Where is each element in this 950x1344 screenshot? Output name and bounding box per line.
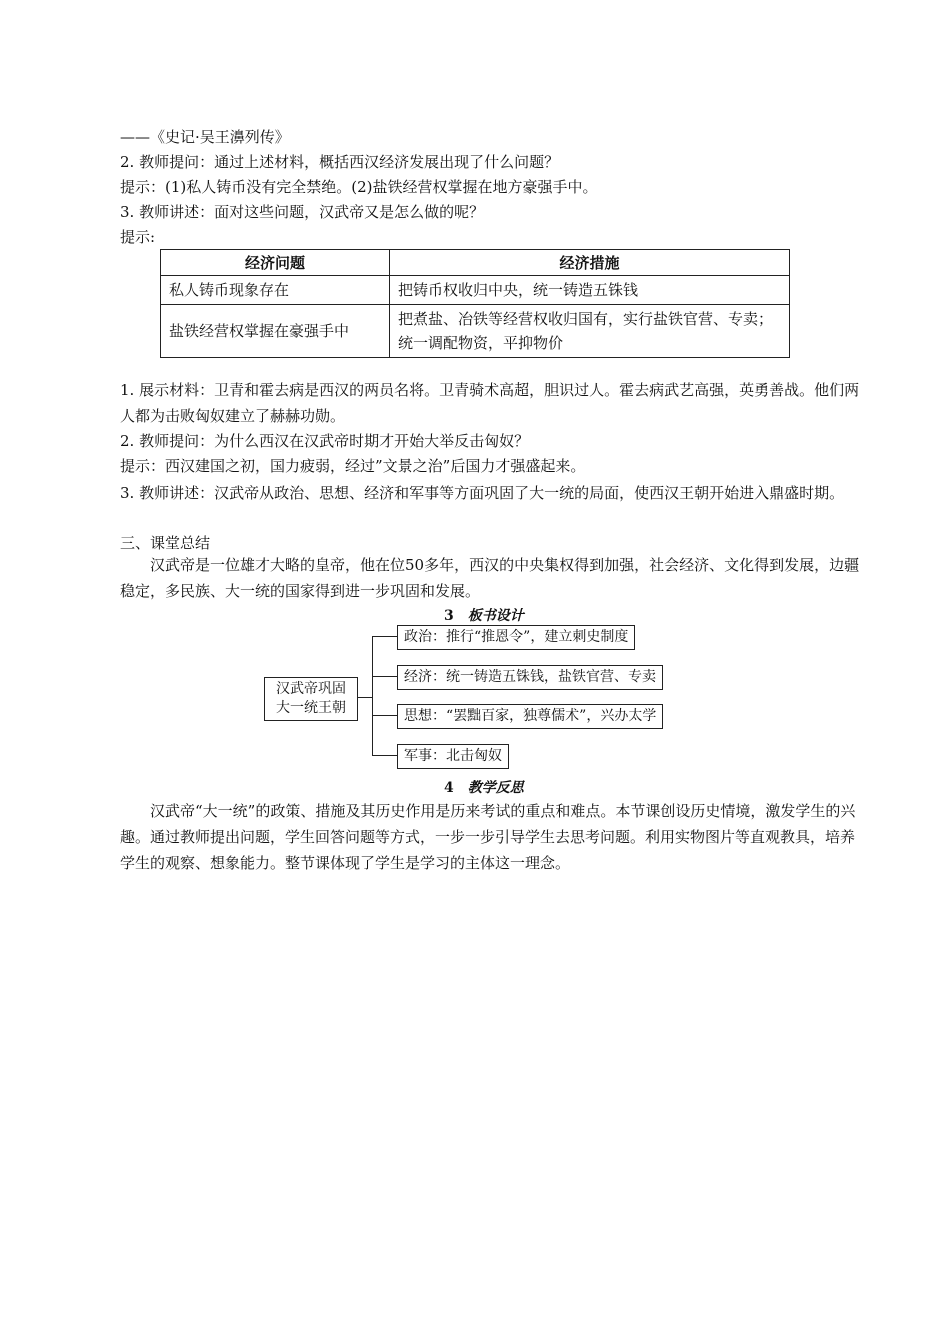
paragraph-teacher-narration: 3. 教师讲述：汉武帝从政治、思想、经济和军事等方面巩固了大一统的局面，使西汉王朝开始进入鼎盛时期。 — [120, 484, 845, 502]
teacher-narration-3: 3. 教师讲述：面对这些问题，汉武帝又是怎么做的呢？ — [120, 203, 485, 221]
board-branch-military: 军事：北击匈奴 — [397, 744, 509, 769]
table-cell: 把煮盐、冶铁等经营权收归国有，实行盐铁官营、专卖；统一调配物资，平抑物价 — [390, 305, 790, 358]
teacher-question-xiongnu: 2. 教师提问：为什么西汉在汉武帝时期才开始大举反击匈奴？ — [120, 432, 530, 450]
table-cell: 把铸币权收归中央，统一铸造五铢钱 — [390, 276, 790, 305]
teacher-question-2: 2. 教师提问：通过上述材料，概括西汉经济发展出现了什么问题？ — [120, 153, 560, 171]
reflection-number: 4 — [444, 780, 454, 796]
summary-paragraph: 汉武帝是一位雄才大略的皇帝，他在位50多年，西汉的中央集权得到加强，社会经济、文化得到发展，边疆稳定，多民族、大一统的国家得到进一步巩固和发展。 — [120, 556, 860, 600]
reflection-heading — [444, 777, 524, 797]
board-design-title: 板书设计 — [467, 608, 524, 624]
table-header-row — [161, 250, 790, 276]
source-citation: ——《史记·吴王濞列传》 — [120, 128, 290, 146]
economy-table — [160, 249, 790, 358]
board-design-heading — [444, 605, 524, 625]
connector-line — [372, 715, 397, 716]
table-cell: 盐铁经营权掌握在豪强手中 — [161, 305, 390, 358]
board-center-line1: 汉武帝巩固 — [276, 681, 346, 697]
connector-line — [372, 636, 397, 637]
board-center-box — [264, 677, 358, 721]
reflection-paragraph: 汉武帝“大一统”的政策、措施及其历史作用是历来考试的重点和难点。本节课创设历史情境，激发学生的兴趣。通过教师提出问题，学生回答问题等方式，一步一步引导学生去思考问题。利用实物图片等直观教具，培养学生的观察、想象能力。整节课体现了学生是学习的主体这一理念。 — [120, 802, 856, 872]
table-header-problem: 经济问题 — [161, 250, 390, 276]
hint-xiongnu: 提示：西汉建国之初，国力疲弱，经过”文景之治”后国力才强盛起来。 — [120, 457, 586, 475]
connector-line — [372, 755, 397, 756]
table-row — [161, 276, 790, 305]
board-design-number: 3 — [444, 608, 454, 624]
board-branch-politics: 政治：推行“推恩令”，建立刺史制度 — [397, 625, 635, 650]
board-center-line2: 大一统王朝 — [276, 700, 346, 716]
hint-3-label: 提示: — [120, 228, 156, 246]
board-branch-economy: 经济：统一铸造五铢钱，盐铁官营、专卖 — [397, 665, 663, 690]
connector-line — [372, 636, 373, 755]
connector-line — [358, 697, 372, 698]
section-heading-summary: 三、课堂总结 — [120, 534, 211, 552]
paragraph-display-material: 1. 展示材料：卫青和霍去病是西汉的两员名将。卫青骑术高超，胆识过人。霍去病武艺高强，英勇善战。他们两人都为击败匈奴建立了赫赫功勋。 — [120, 381, 860, 425]
reflection-title: 教学反思 — [467, 780, 524, 796]
table-row — [161, 305, 790, 358]
table-header-measure: 经济措施 — [390, 250, 790, 276]
hint-2: 提示：(1)私人铸币没有完全禁绝。(2)盐铁经营权掌握在地方豪强手中。 — [120, 178, 598, 196]
table-cell: 私人铸币现象存在 — [161, 276, 390, 305]
board-branch-thought: 思想：“罢黜百家，独尊儒术”，兴办太学 — [397, 704, 663, 729]
connector-line — [372, 676, 397, 677]
